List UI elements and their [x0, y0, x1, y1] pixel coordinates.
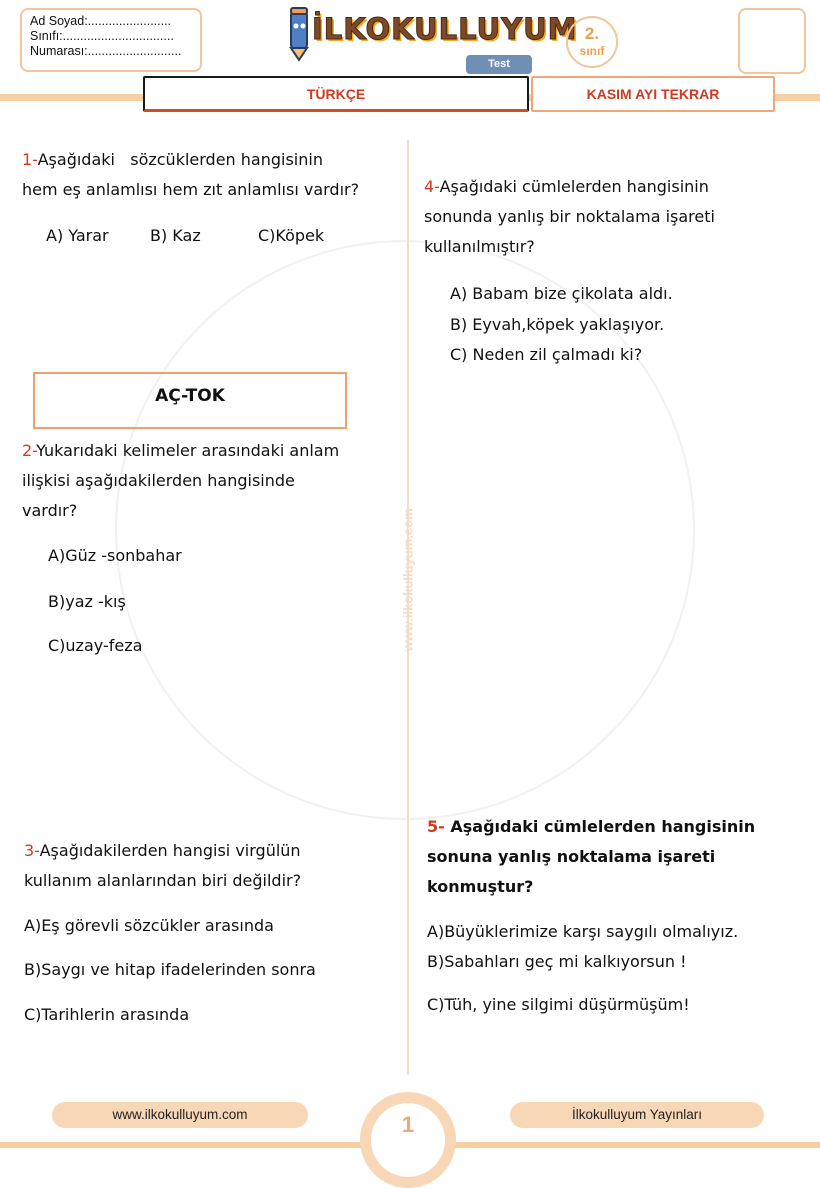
option-b: B)Sabahları geç mi kalkıyorsun ! [427, 952, 687, 971]
question-2 [22, 436, 402, 526]
question-text: Aşağıdaki cümlelerden hangisinin [450, 817, 756, 836]
class-field: Sınıfı:................................ [30, 29, 174, 43]
question-text: vardır? [22, 501, 78, 520]
option-a: A)Güz -sonbahar [48, 546, 182, 565]
question-text: konmuştur? [427, 877, 534, 896]
question-3 [24, 836, 404, 896]
option-c: C)Tarihlerin arasında [24, 1005, 190, 1024]
question-text: Aşağıdaki sözcüklerden hangisinin [37, 150, 323, 169]
test-badge: Test [466, 55, 532, 74]
grade-label: sınıf [579, 44, 605, 58]
pencil-mascot-icon [282, 6, 316, 62]
question-text: Aşağıdaki cümlelerden hangisinin [439, 177, 709, 196]
question-text: hem eş anlamlısı hem zıt anlamlısı vardır? [22, 180, 360, 199]
watermark-text: www.ilkokulluyum.com [400, 508, 416, 652]
question-number: 5- [427, 817, 445, 836]
question-4 [424, 172, 804, 262]
option-b: B)yaz -kış [48, 592, 126, 611]
topic-title: KASIM AYI TEKRAR [531, 76, 775, 112]
option-a: A) Babam bize çikolata aldı. [450, 284, 673, 303]
question-text: sonuna yanlış noktalama işareti [427, 847, 716, 866]
question-text: Aşağıdakilerden hangisi virgülün [39, 841, 301, 860]
question-text: ilişkisi aşağıdakilerden hangisinde [22, 471, 295, 490]
question-5 [427, 812, 807, 902]
page-number: 1 [401, 1112, 415, 1137]
option-b: B)Saygı ve hitap ifadelerinden sonra [24, 960, 316, 979]
option-a: A)Büyüklerimize karşı saygılı olmalıyız. [427, 922, 739, 941]
name-field: Ad Soyad:........................ [30, 14, 172, 28]
footer-publisher: İlkokulluyum Yayınları [510, 1102, 764, 1128]
question-text: kullanım alanlarından biri değildir? [24, 871, 302, 890]
option-c: C) Neden zil çalmadı ki? [450, 345, 643, 364]
option-b: B) Eyvah,köpek yaklaşıyor. [450, 315, 665, 334]
question-number: 4- [424, 177, 440, 196]
word-pair-box: AÇ-TOK [33, 372, 347, 429]
subject-title: TÜRKÇE [143, 76, 529, 112]
option-b: B) Kaz [150, 226, 201, 245]
question-number: 2- [22, 441, 37, 460]
option-a: A)Eş görevli sözcükler arasında [24, 916, 274, 935]
logo: İLKOKULLUYUM [312, 12, 578, 46]
option-c: C)Köpek [258, 226, 325, 245]
question-1 [22, 145, 402, 205]
grade-badge [566, 16, 618, 68]
number-field: Numarası:........................... [30, 44, 182, 58]
question-text: kullanılmıştır? [424, 237, 535, 256]
grade-number: 2. [584, 24, 600, 43]
question-text: sonunda yanlış bir noktalama işareti [424, 207, 715, 226]
footer-website: www.ilkokulluyum.com [52, 1102, 308, 1128]
score-box [738, 8, 806, 74]
option-c: C)Tüh, yine silgimi düşürmüşüm! [427, 995, 690, 1014]
question-number: 1- [22, 150, 38, 169]
student-info-box [20, 8, 202, 72]
option-a: A) Yarar [46, 226, 109, 245]
option-c: C)uzay-feza [48, 636, 143, 655]
question-text: Yukarıdaki kelimeler arasındaki anlam [36, 441, 340, 460]
question-number: 3- [24, 841, 40, 860]
